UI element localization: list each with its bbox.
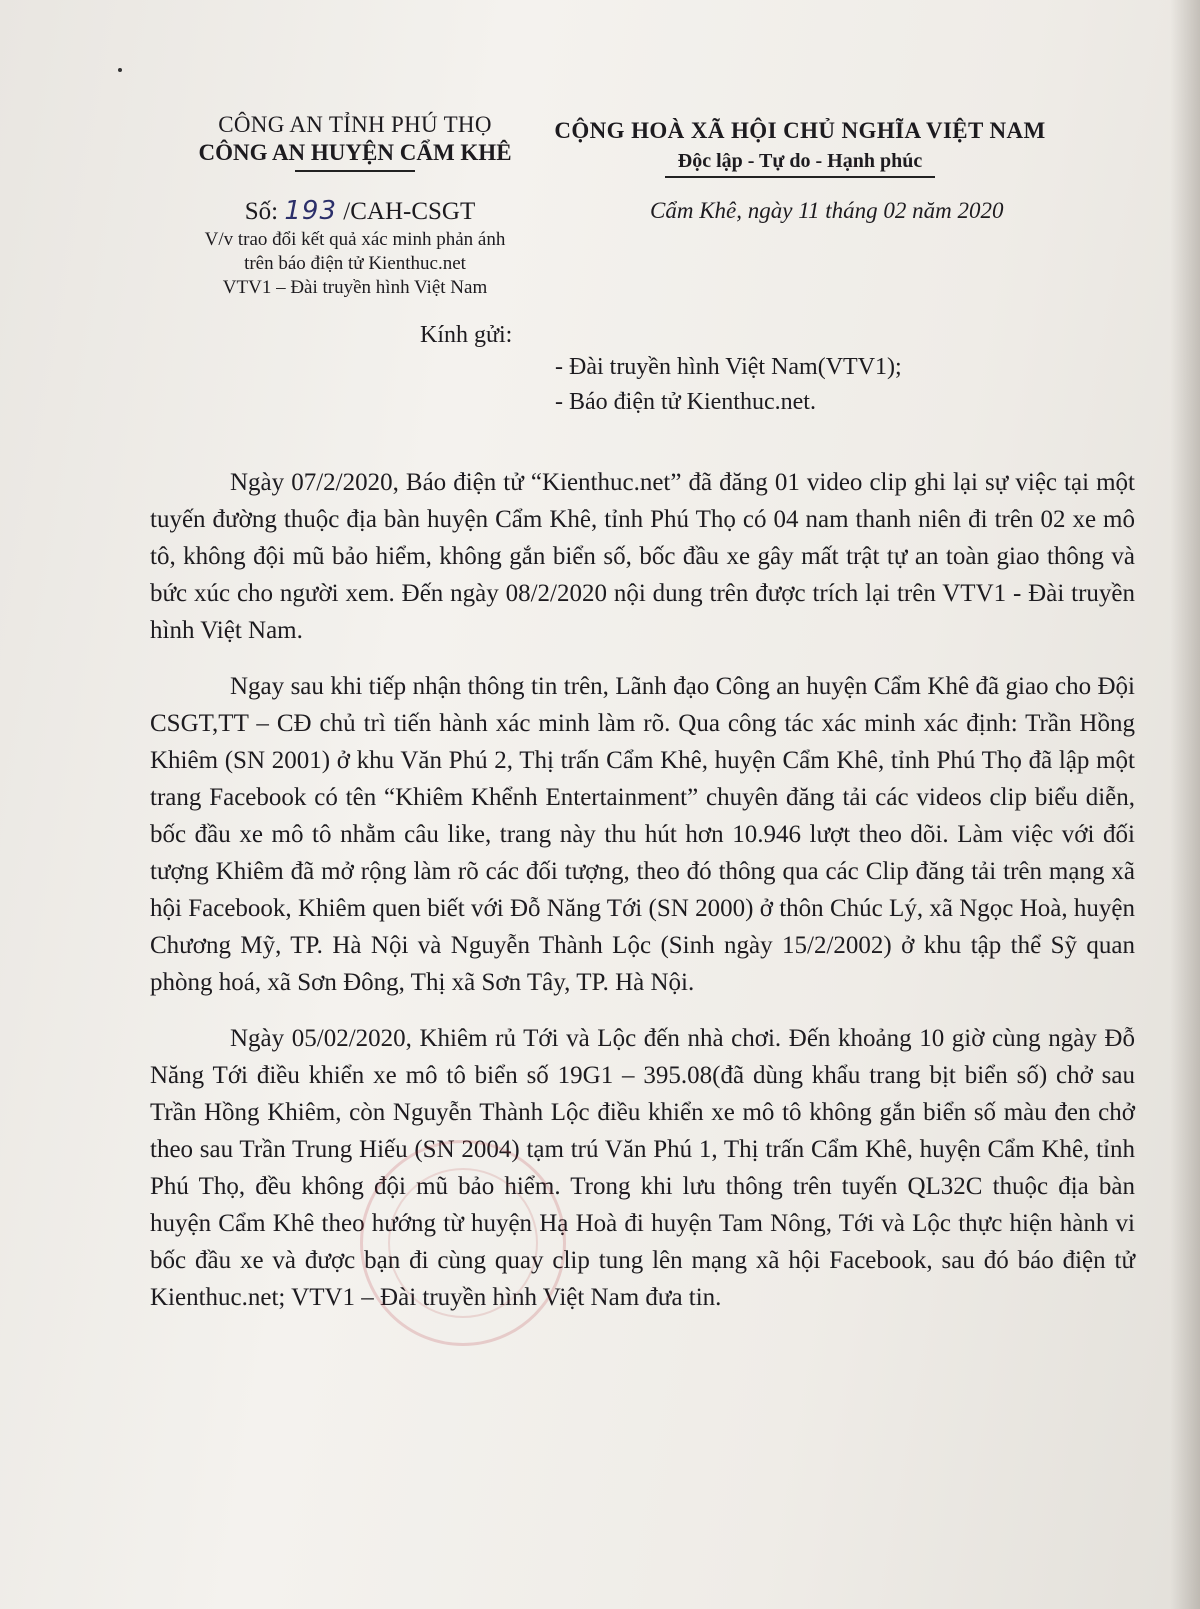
document-date: Cẩm Khê, ngày 11 tháng 02 năm 2020: [650, 198, 1004, 223]
ink-dot: [118, 68, 122, 72]
document-number: [190, 196, 530, 226]
issuing-agency-header: [165, 112, 545, 172]
body-paragraph: Ngay sau khi tiếp nhận thông tin trên, Lãnh đạo Công an huyện Cẩm Khê đã giao cho Đội CSGT,TT – CĐ chủ trì tiến hành xác minh làm rõ. Qua công tác xác minh xác định: Trần Hồng Khiêm (SN 2001) ở khu Văn Phú 2, Thị trấn Cẩm Khê, huyện Cẩm Khê, tỉnh Phú Thọ đã lập một trang Facebook có tên “Khiêm Khểnh Entertainment” chuyên đăng tải các videos clip biểu diễn, bốc đầu xe mô tô nhằm câu like, trang này thu hút hơn 10.946 lượt theo dõi. Làm việc với đối tượng Khiêm đã mở rộng làm rõ các đối tượng, theo đó thông qua các Clip đăng tải trên mạng xã hội Facebook, Khiêm quen biết với Đỗ Năng Tới (SN 2000) ở thôn Chúc Lý, xã Ngọc Hoà, huyện Chương Mỹ, TP. Hà Nội và Nguyễn Thành Lộc (Sinh ngày 15/2/2002) ở khu tập thể Sỹ quan phòng hoá, xã Sơn Đông, Thị xã Sơn Tây, TP. Hà Nội.: [150, 673, 1135, 996]
body-paragraph: Ngày 05/02/2020, Khiêm rủ Tới và Lộc đến nhà chơi. Đến khoảng 10 giờ cùng ngày Đỗ Năng Tới điều khiển xe mô tô biển số 19G1 – 395.08(đã dùng khẩu trang bịt biển số) chở sau Trần Hồng Khiêm, còn Nguyễn Thành Lộc điều khiển xe mô tô không gắn biển số màu đen chở theo sau Trần Trung Hiếu (SN 2004) tạm trú Văn Phú 1, Thị trấn Cẩm Khê, huyện Cẩm Khê, tỉnh Phú Thọ, đều không đội mũ bảo hiểm. Trong khi lưu thông trên tuyến QL32C thuộc địa bàn huyện Cẩm Khê theo hướng từ huyện Hạ Hoà đi huyện Tam Nông, Tới và Lộc thực hiện hành vi bốc đầu xe và được bạn đi cùng quay clip tung lên mạng xã hội Facebook, sau đó báo điện tử Kienthuc.net; VTV1 – Đài truyền hình Việt Nam đưa tin.: [150, 1025, 1135, 1311]
addressee-item: - Báo điện tử Kienthuc.net.: [555, 388, 816, 415]
document-subject: [165, 228, 545, 299]
number-prefix: Số:: [244, 198, 279, 225]
addressee-list: [555, 350, 902, 420]
number-suffix: /CAH-CSGT: [343, 198, 476, 225]
addressee-greeting: Kính gửi:: [420, 322, 513, 348]
subject-line: trên báo điện tử Kienthuc.net: [244, 252, 466, 274]
page-edge-shadow: [1170, 0, 1200, 1609]
faint-red-seal: [360, 1140, 566, 1346]
addressee-item: - Đài truyền hình Việt Nam(VTV1);: [555, 354, 902, 380]
motto-underline: [665, 176, 935, 178]
unit-name: CÔNG AN HUYỆN CẨM KHÊ: [198, 140, 512, 165]
subject-line: VTV1 – Đài truyền hình Việt Nam: [222, 276, 488, 298]
subject-line: V/v trao đổi kết quả xác minh phản ánh: [204, 229, 506, 250]
document-body: [150, 464, 1135, 1335]
national-motto: Độc lập - Tự do - Hạnh phúc: [677, 150, 923, 172]
national-header: [530, 118, 1070, 178]
nation-name: CỘNG HOÀ XÃ HỘI CHỦ NGHĨA VIỆT NAM: [554, 118, 1046, 143]
agency-name: CÔNG AN TỈNH PHÚ THỌ: [218, 112, 492, 137]
handwritten-number: 193: [284, 196, 338, 226]
agency-underline: [295, 170, 415, 172]
body-paragraph: Ngày 07/2/2020, Báo điện tử “Kienthuc.net” đã đăng 01 video clip ghi lại sự việc tại một tuyến đường thuộc địa bàn huyện Cẩm Khê, tỉnh Phú Thọ có 04 nam thanh niên đi trên 02 xe mô tô, không đội mũ bảo hiểm, không gắn biển số, bốc đầu xe gây mất trật tự an toàn giao thông và bức xúc cho người xem. Đến ngày 08/2/2020 nội dung trên được trích lại trên VTV1 - Đài truyền hình Việt Nam.: [150, 469, 1135, 644]
